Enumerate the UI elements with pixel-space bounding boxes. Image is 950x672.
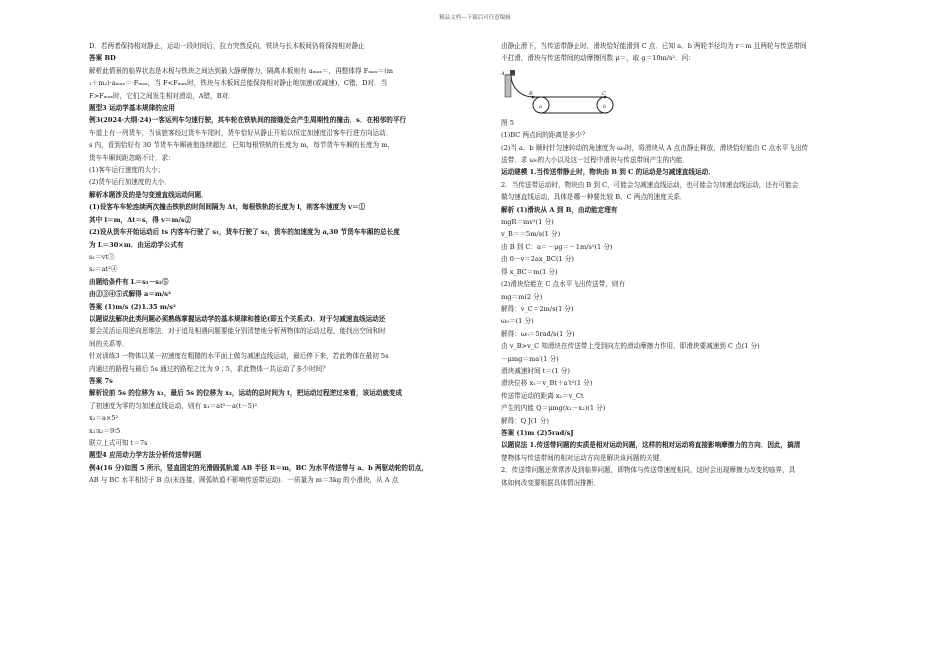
text-line: (2)当 a、b 顺时针匀速转动的角速度为 ω₀时，将滑块从 A 点由静止释放，滑块恰好能由 C 点水平飞出传: [501, 143, 809, 152]
text-line: 2．传送带问题还常常涉及到临界问题，即物体与传送带速度相同，这时会出现摩擦力改变的临界，具: [501, 466, 796, 475]
text-line: 间的关系等．: [89, 339, 129, 348]
text-line: 题型4 应用动力学方法分析传送带问题: [89, 451, 202, 460]
figure-caption: 图 5: [501, 118, 514, 127]
text-line: (1)设客车车轮连续两次撞击铁轨的时间间隔为 Δt，每根铁轨的长度为 l，则客车速度为 v＝①: [89, 203, 366, 212]
label-b: b: [603, 103, 607, 110]
text-line: (2)设从货车开始运动后 ts 内客车行驶了 s₁，货车行驶了 s₂，货车的加速度为 a,30 节货车车厢的总长度: [89, 228, 400, 237]
text-line: AB 与 BC 水平相切于 B 点(未连接，圆弧轨道不影响传送带运动)．一质量为 m＝3kg 的小滑块，从 A 点: [89, 476, 399, 485]
text-line: 滑块减速时间 t＝(1 分): [501, 366, 570, 375]
text-line: F>Fₘₐₓ时，它们之间发生相对滑动，A错，B对．: [89, 91, 235, 100]
text-line: 体如何改变要根据具体情况推断．: [501, 478, 600, 487]
text-line: 传送带运动的距离 x₂＝v_Ct: [501, 391, 584, 400]
text-line: 解得：ω₀＝5rad/s(1 分): [501, 329, 575, 338]
text-line: 解得：v_C＝2m/s(1 分): [501, 304, 574, 313]
text-line: v_B＝＝5m/s(1 分): [501, 230, 561, 239]
text-line: 答案 (1)m (2)5rad/sJ: [501, 428, 574, 437]
text-line: 滑块位移 x₁＝v_Bt＋a′t²(1 分): [501, 379, 593, 388]
text-line: 由静止滑下，当传送带静止时，滑块恰好能滑到 C 点．已知 a、b 两轮半径均为 r＝m 且两轮与传送带间: [501, 42, 807, 50]
label-A: A: [501, 70, 505, 77]
text-line: s 内，看到恰好有 30 节货车车厢被他连续超过．已知每根铁轨的长度为 m，每节货车车厢的长度为 m，: [89, 141, 395, 150]
text-line: 解析此情景的临界状态是木板与铁块之间达到最大静摩擦力，隔离木板则有 aₘₐₓ＝，再整体得 Fₘₐₓ＝(m: [89, 66, 394, 75]
text-line: 解析 (1)滑块从 A 到 B，由动能定理有: [501, 205, 618, 214]
left-column: [89, 40, 466, 487]
text-line: ₁＋m₂)·aₘₐₓ＝·Fₘₐₓ，当 F<Fₘₐₓ时，铁块与木板间总能保持相对静止地加速(或减速)，C错，D对．当: [89, 79, 388, 88]
text-line: s₁＝vt③: [89, 252, 115, 261]
label-a: a: [539, 103, 542, 110]
text-line: s₂＝at²④: [89, 265, 118, 274]
text-line: 内通过的路程与最后 5s 通过的路程之比为 9∶5，求此物体一共运动了多少时间？: [89, 364, 329, 373]
label-C: C: [602, 90, 606, 97]
page-header: 精品文档---下载后可任意编辑: [439, 15, 511, 21]
text-line: mgR＝mv²(1 分): [501, 218, 554, 227]
text-line: 运动建模 1.当传送带静止时，物块由 B 到 C 的运动是匀减速直线运动．: [501, 168, 715, 177]
text-line: 答案 (1)m/s (2)1.35 m/s²: [89, 302, 176, 311]
text-line: 做匀速直线运动，具体是哪一种要比较 B、C 两点的速度关系．: [501, 193, 687, 202]
text-line: 解析设前 5s 的位移为 x₁，最后 5s 的位移为 x₂，运动的总时间为 t，把运动过程逆过来看，该运动就变成: [89, 389, 403, 398]
text-line: 答案 BD: [89, 54, 116, 63]
text-line: 送带．求 ω₀的大小以及这一过程中滑块与传送带间产生的内能．: [501, 156, 690, 165]
text-line: x₁∶x₂＝9∶5: [89, 426, 121, 435]
text-line: 要会灵活运用逆向思维法．对于追及相遇问题要能分别清楚地分析两物体的运动过程，能找出空间和时: [89, 327, 386, 336]
text-line: 题型3 运动学基本规律的应用: [89, 104, 176, 113]
text-line: －μmg＝ma′(1 分): [501, 354, 559, 363]
label-B: B: [529, 90, 533, 97]
figure-5-conveyor-diagram: [501, 67, 621, 115]
text-line: 例3(2024·大纲·24)一客运列车匀速行驶，其车轮在铁轨间的接缝处会产生周期性的撞击．s．在相邻的平行: [89, 116, 407, 125]
text-line: 楚物体与传送带间的相对运动方向是解决该问题的关键．: [501, 453, 666, 462]
text-line: 以题说法 1.传送带问题的实质是相对运动问题，这样的相对运动将直接影响摩擦力的方向．因此，搞清: [501, 441, 801, 450]
text-line: 由 B 到 C：a＝－μg＝－1m/s²(1 分): [501, 242, 613, 251]
arc-support: [505, 75, 511, 97]
text-line: 了初速度为零的匀加速直线运动，则有 x₁＝at²－a(t－5)²: [89, 401, 258, 410]
text-line: D．若两者保持相对静止，运动一段时间后，拉力突然反向，铁块与长木板间仍将保持相对静止: [89, 42, 365, 50]
text-line: 解析本题涉及的是匀变速直线运动问题．: [89, 190, 208, 199]
text-line: (1)客车运行速度的大小；: [89, 166, 165, 175]
text-line: 由②③④⑤式解得 a＝m/s²: [89, 290, 171, 299]
text-line: 由 0－v＝2ax_BC(1 分): [501, 255, 574, 264]
text-line: 以题说法解决此类问题必须熟练掌握运动学的基本规律和推论(即五个关系式)．对于匀减速直线运动还: [89, 314, 386, 323]
text-line: 产生的内能 Q＝μmg(x₁－x₂)(1 分): [501, 404, 606, 413]
text-line: 联立上式可知 t＝7s: [89, 439, 148, 447]
right-column: [501, 40, 881, 489]
text-line: 不打滑，滑块与传送带间的动摩擦因数 μ＝，取 g＝10m/s²．问：: [501, 54, 695, 63]
text-line: (2)货车运行加速度的大小．: [89, 178, 171, 187]
text-line: 为 L＝30×m．由运动学公式有: [89, 240, 184, 249]
text-line: 例4(16 分)如图 5 所示，竖直固定的光滑圆弧轨道 AB 半径 R＝m，BC 为水平传送带与 a、b 两驱动轮的切点，: [89, 463, 428, 472]
text-line: 由题给条件有 L＝s₁－s₂⑤: [89, 277, 169, 286]
text-line: 针对训练3 一物体以某一初速度在粗糙的水平面上做匀减速直线运动，最后停下来，若此物体在最初 5s: [89, 352, 389, 361]
text-line: 得 x_BC＝m(1 分): [501, 267, 558, 276]
text-line: 其中 l＝m，Δt＝s，得 v＝m/s②: [89, 215, 192, 224]
text-line: 答案 7s: [89, 376, 113, 385]
text-line: 车道上有一列货车，当该旅客经过货车车尾时，货车恰好从静止开始以恒定加速度沿客车行进方向运动．: [89, 128, 393, 137]
text-line: 解得：Q J(1 分): [501, 416, 549, 425]
text-line: 2．当传送带运动时，物块由 B 到 C，可能会匀减速直线运动，也可能会匀加速直线运动，还有可能会: [501, 180, 799, 189]
text-line: 货车车厢间距忽略不计．求：: [89, 153, 175, 162]
text-line: 由 v_B>v_C 知滑块在传送带上受到向左的滑动摩擦力作用，即滑块要减速到 C 点(1 分): [501, 342, 760, 351]
text-line: x₂＝a×5²: [89, 414, 119, 423]
text-line: (1)BC 两点间的距离是多少？: [501, 131, 589, 140]
slider-block: [510, 70, 515, 75]
text-line: (2)滑块恰能在 C 点水平飞出传送带，则有: [501, 280, 626, 289]
text-line: ω₀＝(1 分): [501, 317, 534, 326]
text-line: mg＝m(2 分): [501, 292, 543, 301]
